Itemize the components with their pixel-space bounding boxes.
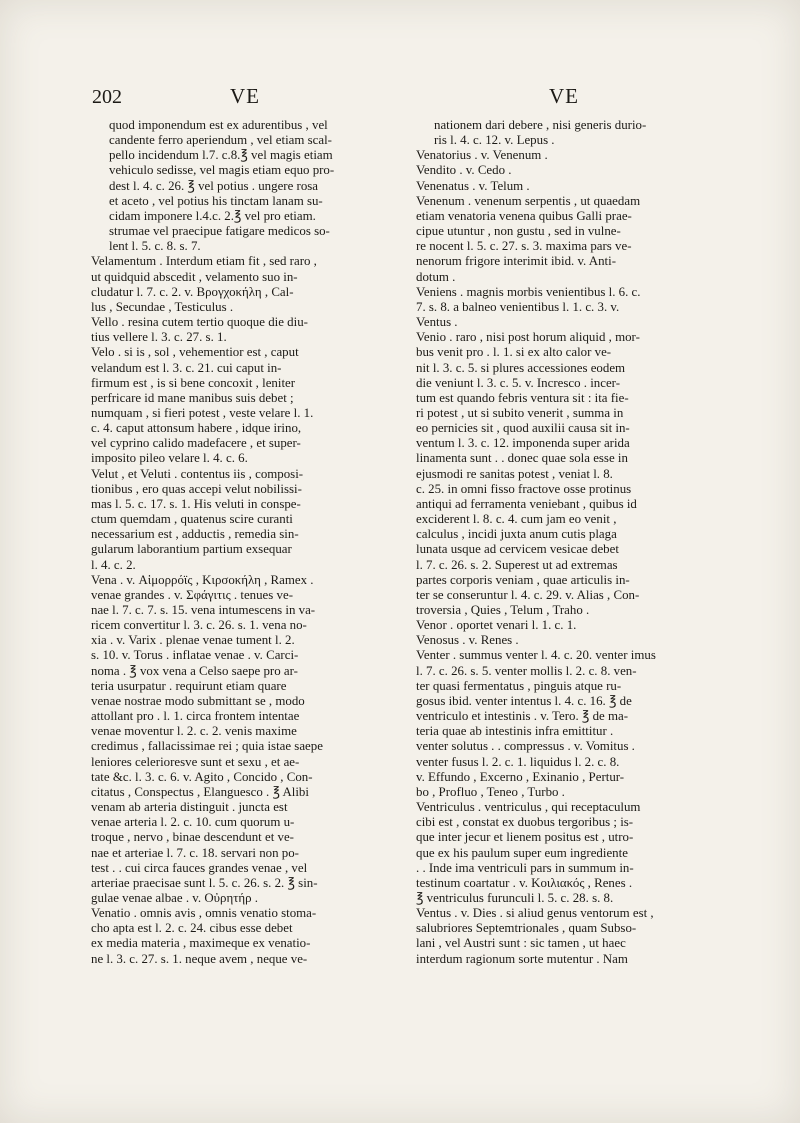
dictionary-entry xyxy=(91,573,407,906)
text-line: troversia , Quies , Telum , Traho . xyxy=(416,603,590,617)
text-line: imposito pileo velare l. 4. c. 6. xyxy=(91,451,248,466)
text-line: ut quidquid abscedit , velamento suo in- xyxy=(91,269,298,284)
text-line: teria usurpatur . requirunt etiam quare xyxy=(91,678,287,693)
text-line: nae et arteriae l. 7. c. 18. servari non po- xyxy=(91,845,299,860)
text-line: lani , vel Austri sunt : sic tamen , ut haec xyxy=(416,936,626,951)
text-line: leniores celerioresve sunt et sexu , et ae- xyxy=(91,754,300,769)
dictionary-entry xyxy=(91,315,407,345)
entry-continuation xyxy=(416,118,732,148)
text-line: strumae vel praecipue fatigare medicos so- xyxy=(109,224,330,239)
text-line: mas l. 5. c. 17. s. 1. His veluti in conspe- xyxy=(91,496,301,511)
dictionary-entry xyxy=(91,345,407,466)
dictionary-entry xyxy=(416,179,732,194)
text-line: Ventus . v. Dies . si aliud genus ventorum est , xyxy=(416,906,654,921)
text-line: tionibus , ero quas accepi velut nobilissi- xyxy=(91,481,302,496)
text-line: ter se conseruntur l. 4. c. 29. v. Alias , Con- xyxy=(416,587,640,602)
dictionary-entry xyxy=(91,467,407,573)
text-line: et aceto , vel potius his tinctam lanam su- xyxy=(109,193,323,208)
text-line: cludatur l. 7. c. 2. v. Βρογχοκήλη , Cal- xyxy=(91,284,294,299)
text-line: bus venit pro . l. 1. si ex alto calor ve- xyxy=(416,345,612,360)
text-line: venae nostrae modo submittant se , modo xyxy=(91,693,305,708)
text-line: v. Effundo , Excerno , Exinanio , Pertur- xyxy=(416,769,625,784)
text-line: necessarium est , adductis , remedia sin- xyxy=(91,527,299,542)
text-line: testinum coartatur . v. Κοιλιακός , Renes . xyxy=(416,875,633,890)
text-line: s. 10. v. Torus . inflatae venae . v. Carci- xyxy=(91,648,299,663)
text-line: Venenum . venenum serpentis , ut quaedam xyxy=(416,193,641,208)
text-line: vel cyprino calido madefacere , et super- xyxy=(91,436,301,451)
text-line: eo pernicies sit , quod auxilii causa sit in- xyxy=(416,421,630,436)
text-line: ter quasi fermentatus , pinguis atque ru- xyxy=(416,678,622,693)
text-line: citatus , Conspectus , Elanguesco . ℥ Alibi xyxy=(91,784,309,799)
text-line: 7. s. 8. a balneo venientibus l. 1. c. 3. v. xyxy=(416,299,620,314)
text-line: que ex his paulum super eum ingrediente xyxy=(416,845,628,860)
text-line: ex media materia , maximeque ex venatio- xyxy=(91,936,311,951)
text-line: candente ferro aperiendum , vel etiam scal- xyxy=(109,133,332,148)
text-line: vehiculo sedisse, vel magis etiam equo pro- xyxy=(109,163,335,178)
text-line: gularum laborantium partium exsequar xyxy=(91,542,292,557)
text-line: ℥ ventriculus furunculi l. 5. c. 28. s. 8. xyxy=(416,890,614,905)
text-line: calculus , incidi juxta anum cutis plaga xyxy=(416,527,617,542)
text-line: perfricare id mane manibus suis debet ; xyxy=(91,390,294,405)
text-line: tum est quando febris ventura sit : ita fie- xyxy=(416,390,629,405)
text-line: cho apta est l. 2. c. 24. cibus esse debet xyxy=(91,921,293,936)
right-column xyxy=(416,118,732,967)
page-header xyxy=(0,82,800,118)
text-line: Veniens . magnis morbis venientibus l. 6. c. xyxy=(416,284,641,299)
dictionary-entry xyxy=(416,163,732,178)
dictionary-entry xyxy=(416,906,732,967)
page-number: 202 xyxy=(92,86,122,108)
text-line: venae arteria l. 2. c. 10. cum quorum u- xyxy=(91,815,295,830)
text-line: Venatio . omnis avis , omnis venatio stoma- xyxy=(91,906,317,921)
dictionary-entry xyxy=(416,633,732,648)
text-line: que inter jecur et lienem positus est , utro- xyxy=(416,830,634,845)
text-line: venae moventur l. 2. c. 2. venis maxime xyxy=(91,724,297,739)
text-line: ventum l. 3. c. 12. imponenda super arida xyxy=(416,436,630,451)
text-line: interdum ragionum sorte mutentur . Nam xyxy=(416,951,628,966)
text-line: Venosus . v. Renes . xyxy=(416,633,519,648)
text-line: linamenta sunt . . donec quae sola esse in xyxy=(416,451,628,466)
text-line: antiqui ad ferramenta veniebant , quibus id xyxy=(416,496,637,511)
text-line: l. 7. c. 26. s. 5. venter mollis l. 2. c. 8. ven- xyxy=(416,663,637,678)
text-line: tius vellere l. 3. c. 27. s. 1. xyxy=(91,330,227,345)
text-line: die veniunt l. 3. c. 5. v. Incresco . incer- xyxy=(416,375,621,390)
text-line: venae grandes . v. Σφάγιτις . tenues ve- xyxy=(91,587,293,602)
text-line: Venio . raro , nisi post horum aliquid , mor- xyxy=(416,330,640,345)
dictionary-entry xyxy=(416,148,732,163)
text-line: Velamentum . Interdum etiam fit , sed raro , xyxy=(91,254,317,269)
text-line: velandum est l. 3. c. 21. cui caput in- xyxy=(91,360,282,375)
text-line: test . . cui circa fauces grandes venae , vel xyxy=(91,860,308,875)
text-line: ris l. 4. c. 12. v. Lepus . xyxy=(434,133,555,148)
text-line: pello incidendum l.7. c.8.℥ vel magis etiam xyxy=(109,148,333,163)
running-head-right: VE xyxy=(549,84,579,108)
text-line: nae l. 7. c. 7. s. 15. vena intumescens in va- xyxy=(91,603,316,617)
text-line: c. 4. caput attonsum habere , idque irino, xyxy=(91,421,302,436)
text-line: arteriae praecisae sunt l. 5. c. 26. s. 2. ℥ sin- xyxy=(91,875,318,890)
text-line: Ventriculus . ventriculus , qui receptaculum xyxy=(416,800,641,815)
text-line: noma . ℥ vox vena a Celso saepe pro ar- xyxy=(91,663,298,678)
text-line: credimus , fallacissimae rei ; quia istae saepe xyxy=(91,739,323,754)
text-line: re nocent l. 5. c. 27. s. 3. maxima pars ve- xyxy=(416,239,632,254)
text-line: Vello . resina cutem tertio quoque die diu- xyxy=(91,315,308,330)
text-line: Vendito . v. Cedo . xyxy=(416,163,512,178)
text-line: Venatorius . v. Venenum . xyxy=(416,148,548,163)
text-line: tate &c. l. 3. c. 6. v. Agito , Concido , Con- xyxy=(91,769,313,784)
text-line: l. 7. c. 26. s. 2. Superest ut ad extremas xyxy=(416,557,618,572)
text-line: Velo . si is , sol , vehementior est , caput xyxy=(91,345,299,360)
text-line: gulae venae albae . v. Οὐρητήρ . xyxy=(91,890,258,905)
text-line: cidam imponere l.4.c. 2.℥ vel pro etiam. xyxy=(109,208,316,223)
text-line: Venenatus . v. Telum . xyxy=(416,178,530,193)
text-line: Vena . v. Αἱμορρόϊς , Κιρσοκήλη , Ramex . xyxy=(91,572,314,587)
dictionary-entry xyxy=(91,906,407,967)
text-line: numquam , si fieri potest , veste velare l. 1. xyxy=(91,405,314,420)
text-line: lunata usque ad cervicem vesicae debet xyxy=(416,542,619,557)
text-line: venter solutus . . compressus . v. Vomitus . xyxy=(416,739,635,754)
text-line: bo , Profluo , Teneo , Turbo . xyxy=(416,784,565,799)
dictionary-entry xyxy=(416,648,732,800)
text-line: cipue utuntur , non gustu , sed in vulne- xyxy=(416,224,621,239)
text-line: nationem dari debere , nisi generis durio- xyxy=(434,118,647,132)
dictionary-entry xyxy=(416,194,732,285)
text-line: lus , Secundae , Testiculus . xyxy=(91,299,234,314)
text-line: ctum quemdam , quatenus scire curanti xyxy=(91,512,293,527)
text-line: nit l. 3. c. 5. si plures accessiones eodem xyxy=(416,360,626,375)
text-line: cibi est , constat ex duobus tergoribus ; is- xyxy=(416,815,634,830)
text-line: ejusmodi re sanitas potest , veniat l. 8. xyxy=(416,466,613,481)
dictionary-entry xyxy=(416,800,732,906)
text-line: Venor . oportet venari l. 1. c. 1. xyxy=(416,618,577,633)
text-line: ventriculo et intestinis . v. Tero. ℥ de ma- xyxy=(416,709,629,724)
text-line: attollant pro . l. 1. circa frontem intentae xyxy=(91,709,300,724)
text-line: nenorum frigore interimit ibid. v. Anti- xyxy=(416,254,617,269)
entry-continuation xyxy=(91,118,407,254)
text-line: Venter . summus venter l. 4. c. 20. venter imus xyxy=(416,648,656,663)
text-line: gosus ibid. venter intentus l. 4. c. 16. ℥ de xyxy=(416,693,632,708)
text-line: Velut , et Veluti . contentus iis , composi- xyxy=(91,466,304,481)
text-line: . . Inde ima ventriculi pars in summum in- xyxy=(416,860,634,875)
text-line: dotum . xyxy=(416,269,456,284)
text-line: firmum est , is si bene concoxit , leniter xyxy=(91,375,296,390)
text-line: Ventus . xyxy=(416,315,458,330)
dictionary-entry xyxy=(416,285,732,330)
left-column xyxy=(91,118,407,967)
dictionary-entry xyxy=(91,254,407,315)
text-line: partes corporis veniam , quae articulis in- xyxy=(416,572,630,587)
dictionary-entry xyxy=(416,330,732,618)
text-line: lent l. 5. c. 8. s. 7. xyxy=(109,239,201,254)
text-line: etiam venatoria venena quibus Galli prae- xyxy=(416,208,632,223)
text-line: quod imponendum est ex adurentibus , vel xyxy=(109,118,328,132)
text-line: ricem convertitur l. 3. c. 26. s. 1. vena no- xyxy=(91,618,307,633)
text-line: venter fusus l. 2. c. 1. liquidus l. 2. c. 8. xyxy=(416,754,620,769)
text-line: dest l. 4. c. 26. ℥ vel potius . ungere rosa xyxy=(109,178,319,193)
text-line: ne l. 3. c. 27. s. 1. neque avem , neque ve- xyxy=(91,951,308,966)
text-line: l. 4. c. 2. xyxy=(91,557,136,572)
text-line: xia . v. Varix . plenae venae tument l. 2. xyxy=(91,633,295,648)
text-line: exciderent l. 8. c. 4. cum jam eo venit , xyxy=(416,512,617,527)
text-line: troque , nervo , binae descendunt et ve- xyxy=(91,830,294,845)
text-line: ri potest , ut si subito venerit , summa in xyxy=(416,405,624,420)
text-line: salubriores Septemtrionales , quam Subso- xyxy=(416,921,637,936)
text-line: teria quae ab intestinis infra emittitur . xyxy=(416,724,614,739)
running-head-left: VE xyxy=(230,84,260,108)
text-line: c. 25. in omni fisso fractove osse protinus xyxy=(416,481,632,496)
text-line: venam ab arteria distinguit . juncta est xyxy=(91,800,288,815)
dictionary-entry xyxy=(416,618,732,633)
